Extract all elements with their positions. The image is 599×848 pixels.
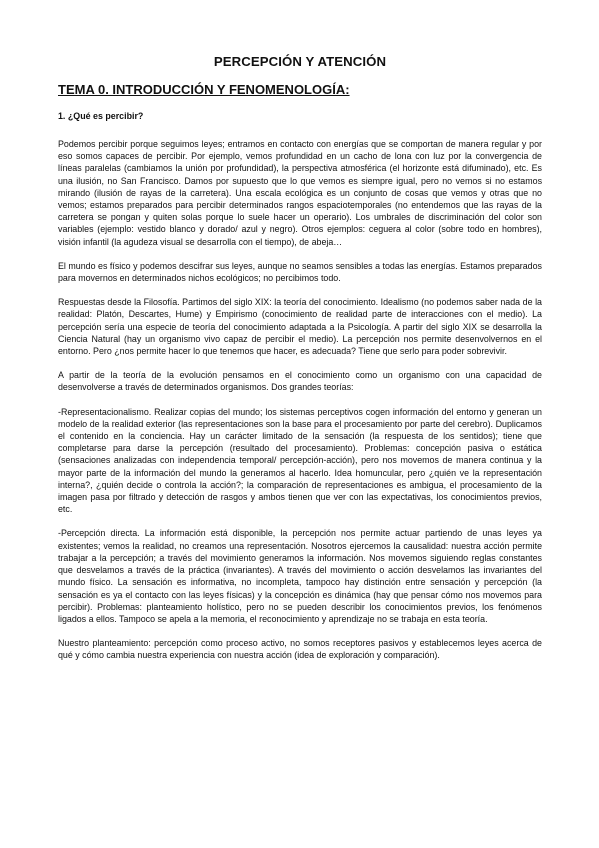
paragraph-6: -Percepción directa. La información está disponible, la percepción nos permite actuar partiendo de unas leyes ya existentes; vemos la realidad, no creamos una representación. Nosotros ejercemos la causalidad: nuestra acción permite trabajar a la percepción; a través del movimiento generamos la información. Nos movemos siguiendo reglas constantes que desvelamos a través de la práctica (invariantes). A través del movimiento o acción desvelamos las invariantes del mundo físico. La sensación es informativa, no incompleta, tampoco hay distinción entre sensación y percepción (la sensación es ya el contacto con las leyes físicas) y la concepción es dinámica (hay que pensar cómo nos movemos para percibir). Problemas: planteamiento holístico, pero no se pueden describir los conocimientos previos, los fenómenos ligados a ellos. Tampoco se apela a la memoria, el reconocimiento y aprendizaje no se trabaja en esta teoría. — [58, 528, 542, 624]
paragraph-2: El mundo es físico y podemos descifrar sus leyes, aunque no seamos sensibles a todas las energías. Estamos preparados para movernos en determinados nichos ecológicos; no percibimos todo. — [58, 260, 542, 284]
document-title: PERCEPCIÓN Y ATENCIÓN — [213, 54, 387, 69]
paragraph-3: Respuestas desde la Filosofía. Partimos del siglo XIX: la teoría del conocimiento. Idealismo (no podemos saber nada de la realidad: Platón, Descartes, Hume) y Empirismo (conocimiento de realidad parte de interacciones con el medio). La percepción sería una especie de teoría del conocimiento adaptada a la Psicología. A partir del siglo XIX se desarrolla la Ciencia Natural (hay un organismo vivo capaz de percibir el medio). La percepción nos permite desenvolvernos en el entorno. Pero ¿nos permite hacer lo que tenemos que hacer, es adecuada? Tiene que serlo para poder sobrevivir. — [58, 297, 542, 357]
question-heading: 1. ¿Qué es percibir? — [58, 111, 144, 121]
paragraph-7: Nuestro planteamiento: percepción como proceso activo, no somos receptores pasivos y establecemos leyes acerca de qué y cómo cambia nuestra experiencia con nuestra acción (idea de exploración y comparación). — [58, 638, 542, 661]
paragraph-1: Podemos percibir porque seguimos leyes; entramos en contacto con energías que se comportan de manera regular y por eso somos capaces de percibir. Por ejemplo, vemos profundidad en un cacho de lona con luz por la convergencia de líneas paralelas (cambiamos la unión por profundidad), la perspectiva atmosférica (el horizonte está difuminado), etc. Es una ilusión, no San Francisco. Damos por supuesto que lo que vemos es siempre igual, pero no vemos si no estamos mirando (ilusión de rayas de la carretera). Una escala ecológica es un conjunto de cosas que vemos y otras que no vemos; estamos preparados para percibir determinados rangos espaciotemporales (no entendemos que las rayas de la carretera se pongan y quiten solas porque lo suele hacer un operario). Los umbrales de discriminación del color son variables (ejemplo: vestido blanco y dorado/ azul y negro). Otros ejemplos: ceguera al color (sobre todo en hombres), visión infantil (la agudeza visual se desarrolla con el tiempo), de abeja… — [58, 139, 542, 247]
section-heading: TEMA 0. INTRODUCCIÓN Y FENOMENOLOGÍA: — [58, 82, 350, 97]
document-page — [58, 54, 542, 674]
paragraph-5: -Representacionalismo. Realizar copias del mundo; los sistemas perceptivos cogen información del entorno y generan un modelo de la realidad exterior (las representaciones son la base para el procesamiento por parte del cerebro). Duplicamos el contenido en la conciencia. Hay un carácter limitado de la sensación (la respuesta de los sentidos); tiene que completarse para darse la percepción (resultado del procesamiento). Problemas: concepción pasiva o estática (sensaciones analizadas con independencia temporal/ percepción-acción), pero nos movemos de manera continua y la mayor parte de la información del mundo la generamos al hacerlo. Idea homuncular, pero ¿quién ve la representación interna?, ¿quién decide o controla la acción?; la comparación de representaciones es ambigua, el procesamiento de la imagen pasa por filtrado y detección de rasgos y ambos tienen que ver con las expectativas, los conocimientos previos, etc. — [58, 406, 542, 515]
paragraph-4: A partir de la teoría de la evolución pensamos en el conocimiento como un organismo con una capacidad de desenvolverse a través de determinados organismos. Dos grandes teorías: — [58, 370, 542, 393]
